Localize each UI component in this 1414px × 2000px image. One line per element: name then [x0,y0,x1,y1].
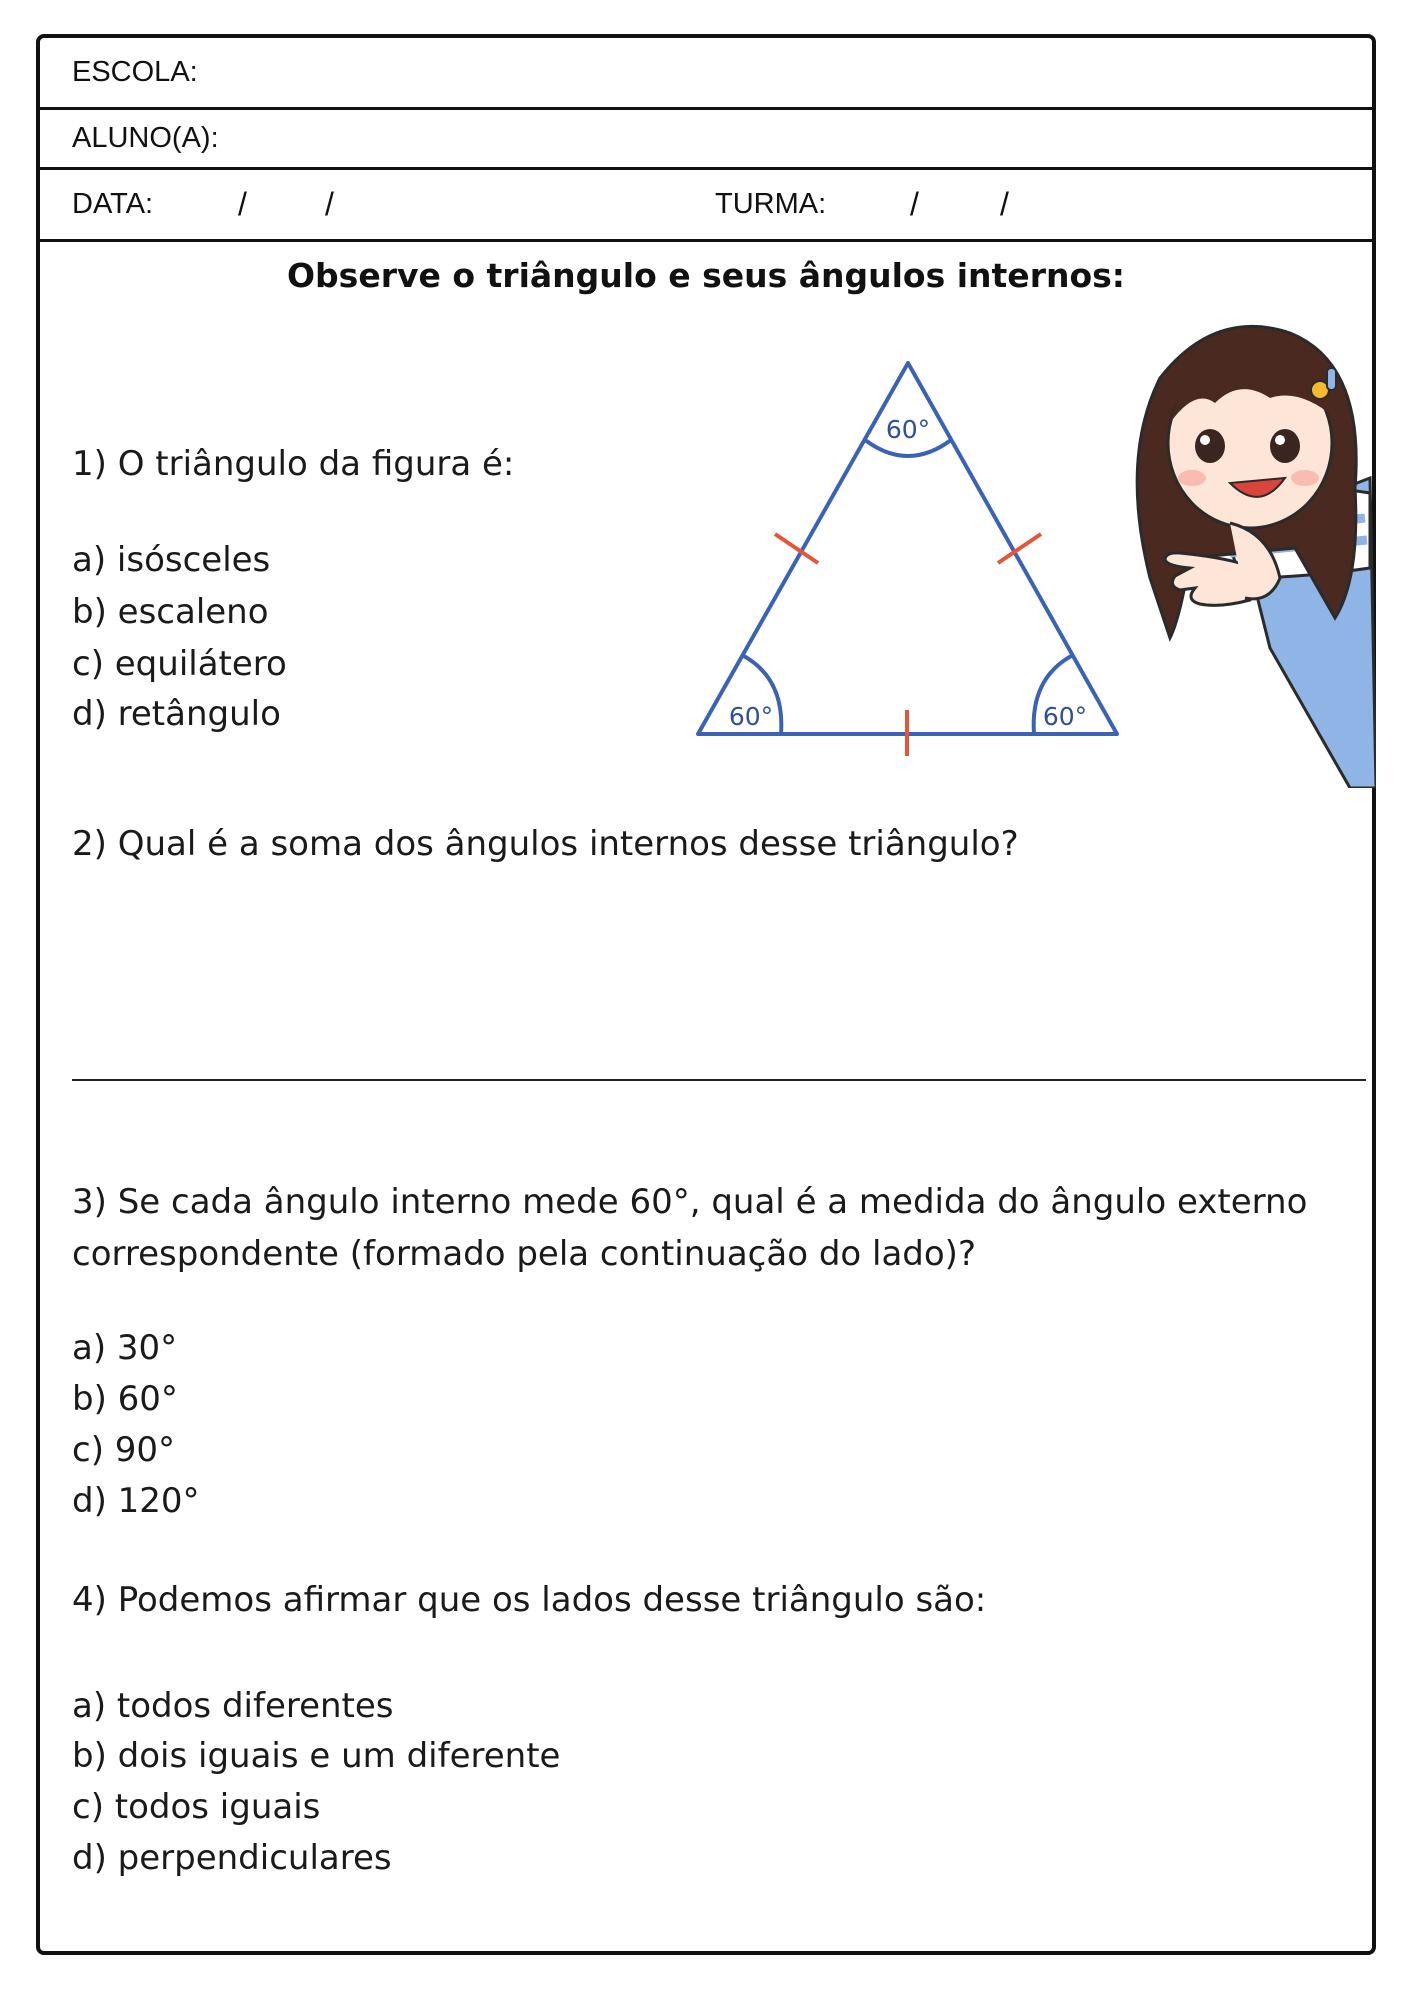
question-1-option-b: b) escaleno [72,592,269,632]
left-angle-label: 60° [728,702,774,731]
right-angle-label: 60° [1042,702,1088,731]
date-slash: / [238,186,247,222]
question-1-prompt: 1) O triângulo da figura é: [72,444,515,484]
answer-line[interactable] [72,1079,1366,1081]
left-eye-shine [1200,435,1210,445]
question-1-option-a: a) isósceles [72,540,271,580]
school-label: ESCOLA: [72,56,198,88]
question-4-option-d: d) perpendiculares [72,1838,392,1878]
date-label: DATA: [72,188,154,220]
hair-clip [1327,368,1336,390]
question-4-option-a: a) todos diferentes [72,1686,394,1726]
right-eye-shine [1275,435,1285,445]
question-4-option-c: c) todos iguais [72,1787,321,1827]
question-4-prompt: 4) Podemos afirmar que os lados desse triângulo são: [72,1580,987,1620]
page-title: Observe o triângulo e seus ângulos internos: [287,256,1125,295]
question-3-prompt-line-1: 3) Se cada ângulo interno mede 60°, qual é a medida do ângulo externo [72,1182,1308,1222]
right-cheek [1291,470,1319,486]
right-eye [1270,429,1300,463]
top-angle-label: 60° [885,415,931,444]
question-1-option-d: d) retângulo [72,694,281,734]
date-class-row [40,170,1372,242]
triangle-figure [655,348,1135,798]
school-row [40,38,1372,110]
girl-pointing-illustration [1120,318,1376,788]
question-3-option-d: d) 120° [72,1481,200,1521]
question-3-prompt-line-2: correspondente (formado pela continuação do lado)? [72,1234,976,1274]
question-4-option-b: b) dois iguais e um diferente [72,1736,561,1776]
question-1-option-c: c) equilátero [72,644,287,684]
worksheet-frame [36,34,1376,1955]
question-2-prompt: 2) Qual é a soma dos ângulos internos desse triângulo? [72,824,1019,864]
question-3-option-b: b) 60° [72,1379,178,1419]
question-3-option-a: a) 30° [72,1328,178,1368]
date-slash: / [325,186,334,222]
left-cheek [1178,470,1206,486]
class-slash: / [910,186,919,222]
student-row [40,110,1372,170]
student-label: ALUNO(A): [72,122,219,154]
class-label: TURMA: [715,188,827,220]
question-3-option-c: c) 90° [72,1430,176,1470]
left-eye [1195,429,1225,463]
class-slash: / [1000,186,1009,222]
